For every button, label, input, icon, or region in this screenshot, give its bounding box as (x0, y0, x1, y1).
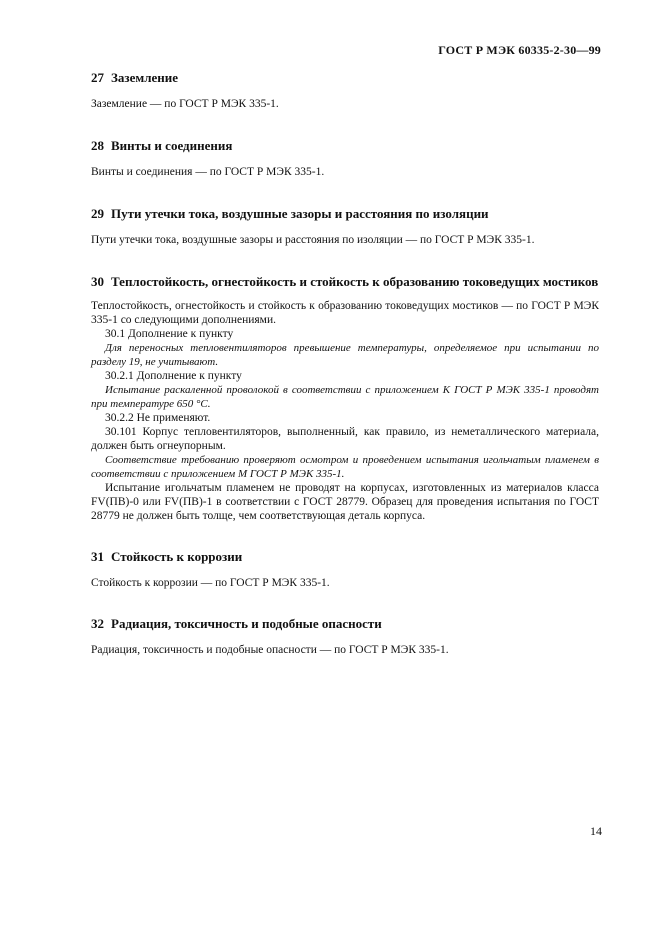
document-header: ГОСТ Р МЭК 60335-2-30—99 (438, 43, 601, 57)
section-31-number: 31 (91, 549, 104, 564)
section-28-number: 28 (91, 138, 104, 153)
clause-30-2-1: 30.2.1 Дополнение к пункту (105, 370, 242, 382)
section-31-text: Стойкость к коррозии — по ГОСТ Р МЭК 335-1. (91, 577, 330, 589)
section-29-title: Пути утечки тока, воздушные зазоры и расстояния по изоляции (111, 206, 489, 221)
section-30-number: 30 (91, 274, 104, 289)
section-27-number: 27 (91, 70, 104, 85)
section-29 (91, 206, 599, 247)
section-27-text: Заземление — по ГОСТ Р МЭК 335-1. (91, 98, 279, 110)
document-body (91, 70, 599, 657)
section-29-text: Пути утечки тока, воздушные зазоры и расстояния по изоляции — по ГОСТ Р МЭК 335-1. (91, 234, 535, 246)
section-32 (91, 616, 599, 657)
section-31-title: Стойкость к коррозии (111, 549, 243, 564)
section-30-title: Теплостойкость, огнестойкость и стойкость к образованию токоведущих мостиков (111, 274, 599, 289)
section-28 (91, 138, 599, 179)
section-30-heading (91, 274, 599, 289)
section-30 (91, 274, 599, 523)
section-32-heading (91, 616, 599, 631)
clause-30-101-note: Испытание игольчатым пламенем не проводят на корпусах, изготовленных из материалов класса FV(ПВ)-0 или FV(ПВ)-1 в соответствии с ГОСТ 28779. Образец для проведения испытания по ГОСТ 28779 не должен быть толще, чем соответствующая деталь корпуса. (91, 482, 599, 522)
section-28-title: Винты и соединения (111, 138, 233, 153)
section-32-number: 32 (91, 616, 104, 631)
section-29-number: 29 (91, 206, 104, 221)
section-32-text: Радиация, токсичность и подобные опасности — по ГОСТ Р МЭК 335-1. (91, 644, 449, 656)
clause-30-1: 30.1 Дополнение к пункту (105, 328, 234, 340)
section-30-text: Теплостойкость, огнестойкость и стойкость к образованию токоведущих мостиков — по ГОСТ Р МЭК 335-1 со следующими дополнениями. (91, 300, 599, 326)
clause-30-101-compliance: Соответствие требованию проверяют осмотром и проведением испытания игольчатым пламенем в соответствии с приложением М ГОСТ Р МЭК 335-1. (91, 454, 599, 480)
section-27-title: Заземление (111, 70, 179, 85)
section-28-heading (91, 138, 599, 153)
section-31 (91, 549, 599, 590)
clause-30-101: 30.101 Корпус тепловентиляторов, выполненный, как правило, из неметаллического материала, должен быть огнеупорным. (91, 426, 599, 452)
section-27-heading (91, 70, 599, 85)
clause-30-2-1-text: Испытание раскаленной проволокой в соответствии с приложением К ГОСТ Р МЭК 335-1 проводят при температуре 650 °С. (91, 384, 599, 410)
page-number: 14 (590, 824, 602, 838)
section-27 (91, 70, 599, 111)
section-32-title: Радиация, токсичность и подобные опасности (111, 616, 382, 631)
clause-30-2-2: 30.2.2 Не применяют. (105, 412, 211, 424)
clause-30-1-text: Для переносных тепловентиляторов превышение температуры, определяемое при испытании по разделу 19, не учитывают. (91, 342, 599, 368)
section-29-heading (91, 206, 599, 221)
section-28-text: Винты и соединения — по ГОСТ Р МЭК 335-1. (91, 166, 325, 178)
section-31-heading (91, 549, 599, 564)
